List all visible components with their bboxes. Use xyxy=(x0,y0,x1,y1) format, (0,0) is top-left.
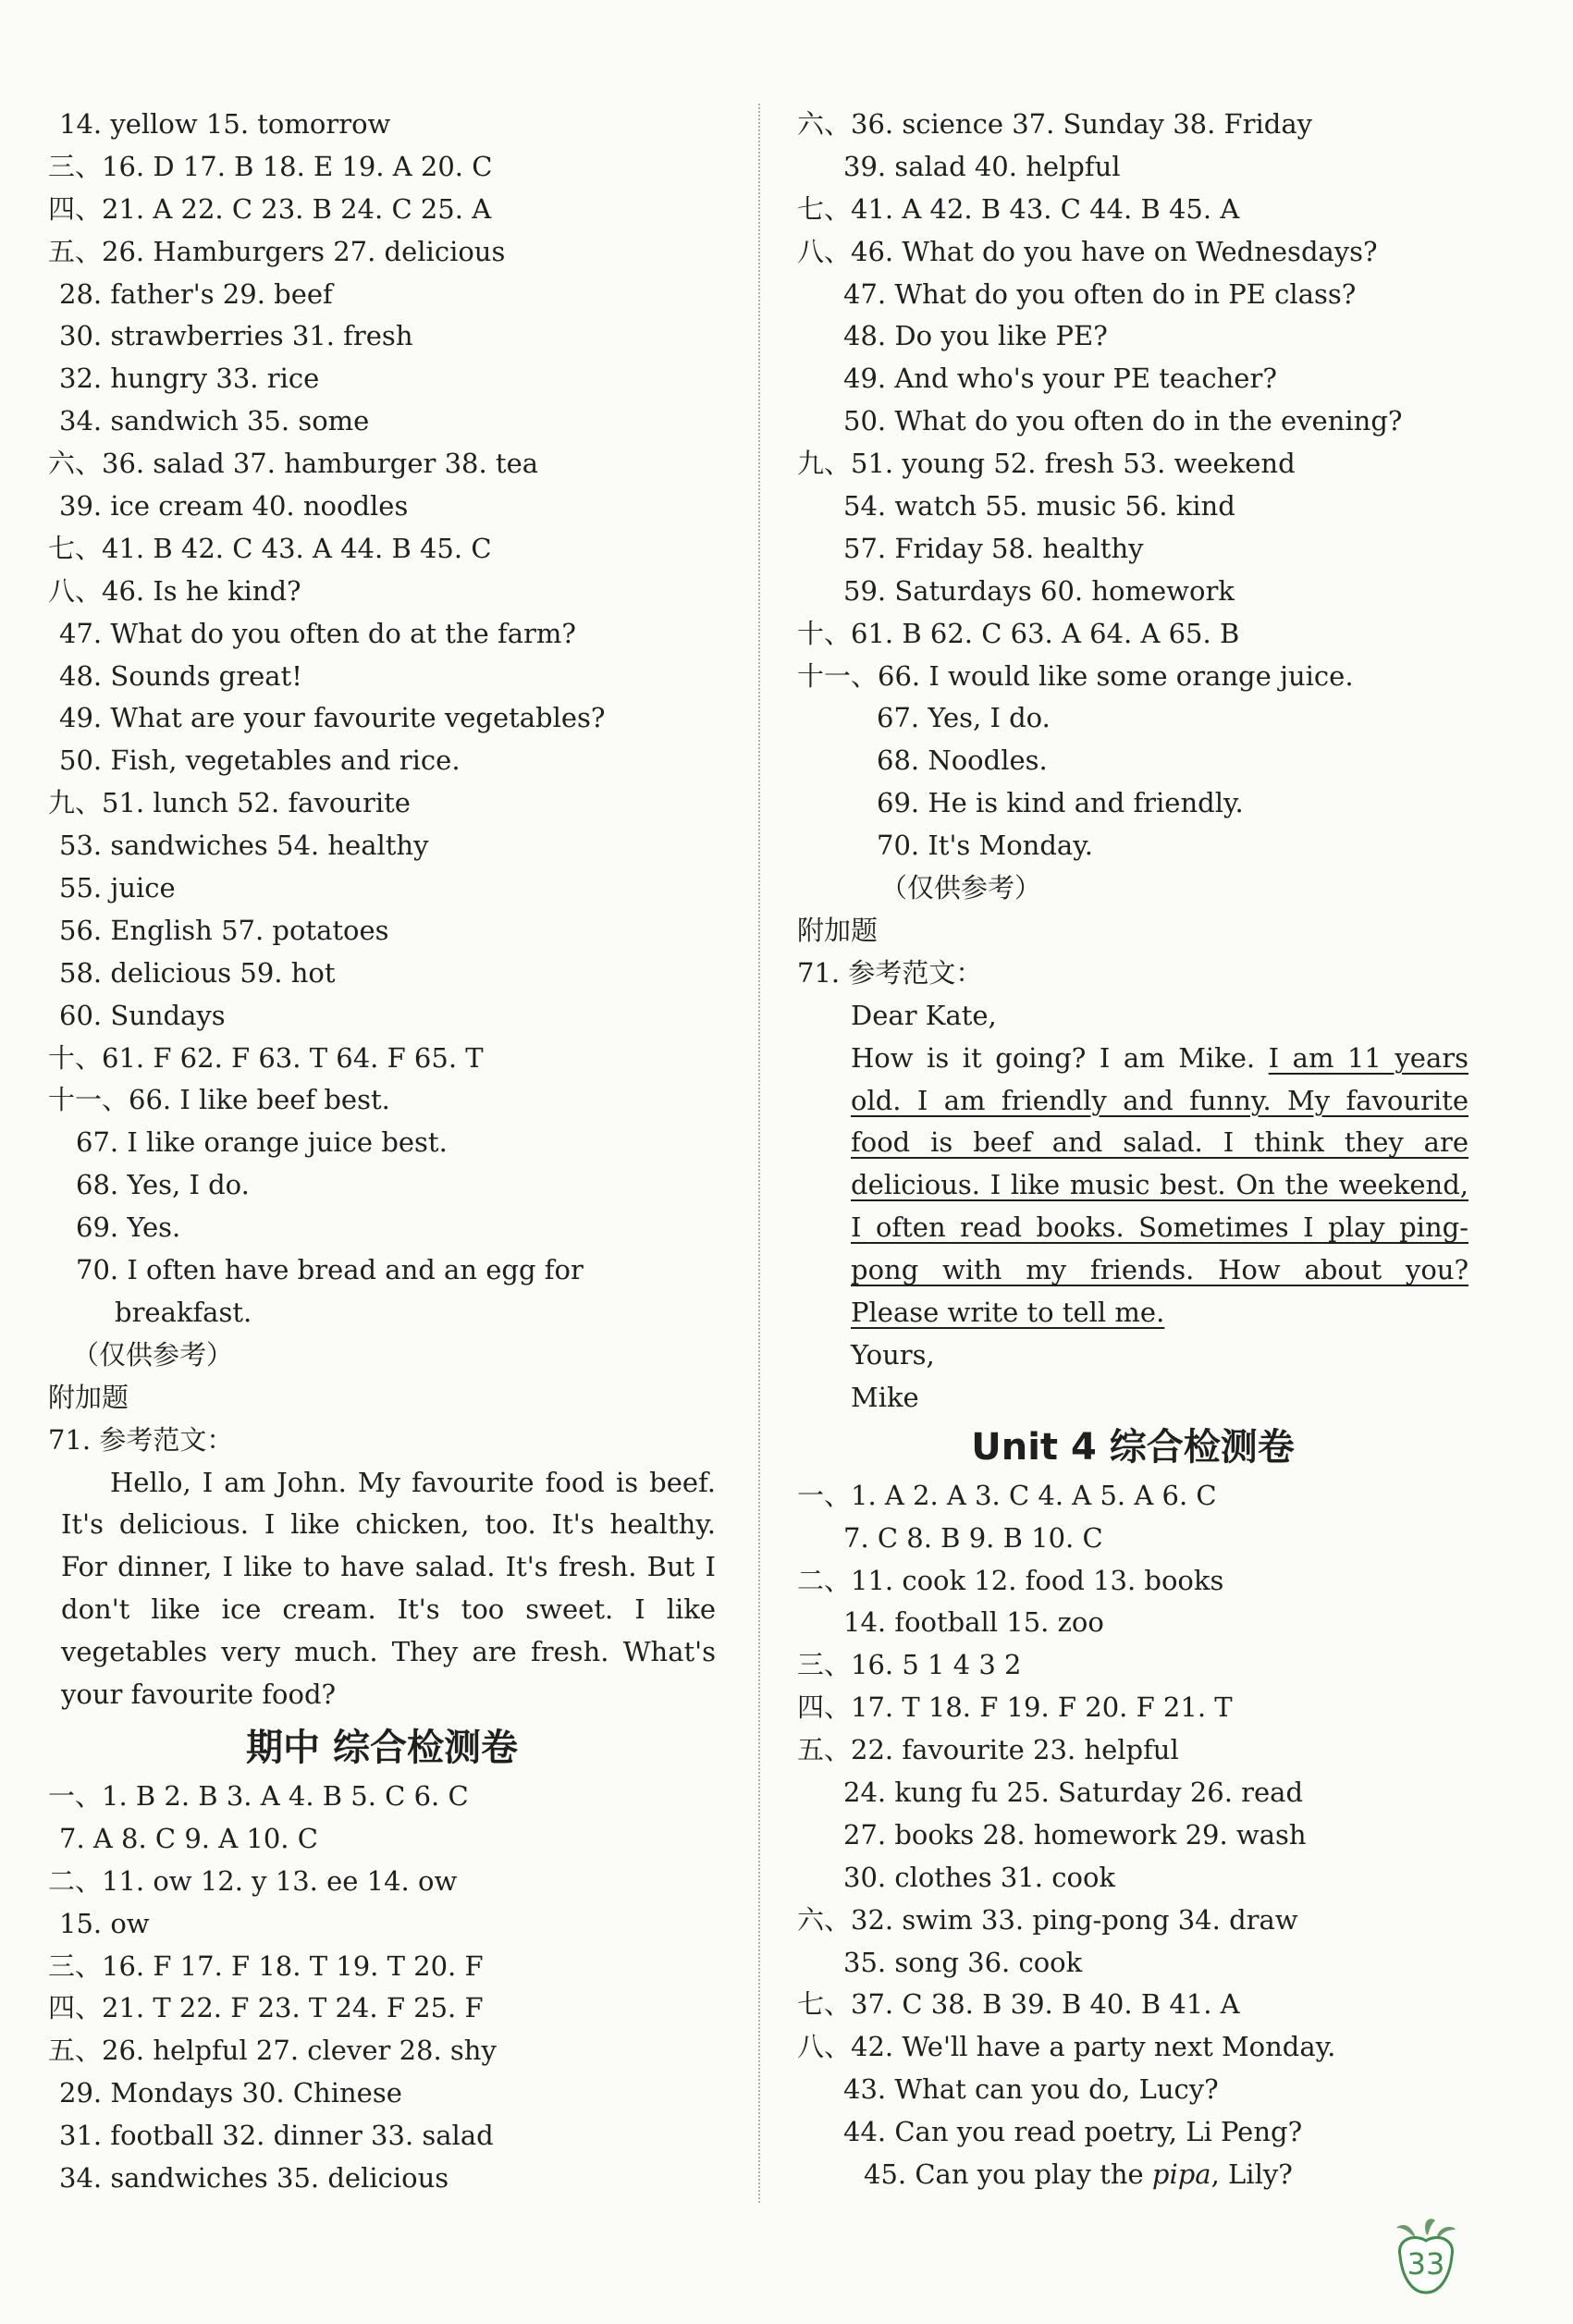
letter-body-plain: How is it going? I am Mike. xyxy=(851,1041,1256,1074)
answer-line: 47. What do you often do in PE class? xyxy=(843,277,1357,310)
answer-line: 44. Can you read poetry, Li Peng? xyxy=(843,2116,1303,2148)
answer-line: 二、11. cook 12. food 13. books xyxy=(797,1564,1224,1596)
answer-line: 十、61. B 62. C 63. A 64. A 65. B xyxy=(797,617,1240,649)
answer-line: 九、51. young 52. fresh 53. weekend xyxy=(797,448,1296,480)
answer-line: 67. I like orange juice best. xyxy=(76,1126,448,1159)
last-line-prefix: 45. Can you play the xyxy=(864,2158,1144,2191)
answer-line: 四、17. T 18. F 19. F 20. F 21. T xyxy=(797,1691,1233,1724)
answer-line: 28. father's 29. beef xyxy=(59,277,333,310)
answer-line: 55. juice xyxy=(59,872,176,904)
answer-line: 68. Noodles. xyxy=(877,744,1048,777)
answer-line: 48. Sounds great! xyxy=(59,659,302,692)
answer-line: 34. sandwich 35. some xyxy=(59,405,370,437)
page-number-badge xyxy=(1389,2215,1463,2298)
answer-line: 70. I often have bread and an egg for xyxy=(76,1254,584,1286)
column-divider xyxy=(758,104,760,2203)
answer-line: 十一、66. I would like some orange juice. xyxy=(797,659,1354,692)
letter-signature: Mike xyxy=(851,1381,919,1413)
answer-line: 四、21. T 22. F 23. T 24. F 25. F xyxy=(48,1992,484,2024)
answer-line: 七、41. A 42. B 43. C 44. B 45. A xyxy=(797,192,1240,225)
right-column xyxy=(797,104,1469,2196)
answer-line: 五、22. favourite 23. helpful xyxy=(797,1734,1179,1766)
answer-line: 三、16. F 17. F 18. T 19. T 20. F xyxy=(48,1949,484,1982)
answer-line: 六、36. salad 37. hamburger 38. tea xyxy=(48,448,539,480)
answer-line: 二、11. ow 12. y 13. ee 14. ow xyxy=(48,1864,458,1897)
answer-line: 56. English 57. potatoes xyxy=(59,914,389,946)
midterm-title: 期中 综合检测卷 xyxy=(246,1726,518,1769)
answer-line: 71. 参考范文： xyxy=(797,956,983,989)
answer-line: 附加题 xyxy=(48,1381,129,1413)
answer-line: 67. Yes, I do. xyxy=(877,702,1051,734)
answer-line: 三、16. 5 1 4 3 2 xyxy=(797,1649,1022,1681)
answer-line: 八、42. We'll have a party next Monday. xyxy=(797,2031,1336,2063)
answer-line: 六、32. swim 33. ping-pong 34. draw xyxy=(797,1903,1298,1936)
answer-line: （仅供参考） xyxy=(880,872,1042,904)
answer-line: （仅供参考） xyxy=(72,1338,234,1371)
answer-line: 32. hungry 33. rice xyxy=(59,363,320,395)
answer-line: 三、16. D 17. B 18. E 19. A 20. C xyxy=(48,150,493,182)
left-answer-lines xyxy=(48,104,716,1462)
answer-line: 54. watch 55. music 56. kind xyxy=(843,490,1235,523)
answer-line: 49. And who's your PE teacher? xyxy=(843,363,1277,395)
last-line-italic: pipa xyxy=(1151,2158,1211,2191)
unit4-answer-lines xyxy=(797,1475,1469,2154)
answer-line: 15. ow xyxy=(59,1907,150,1939)
answer-line: 31. football 32. dinner 33. salad xyxy=(59,2120,494,2152)
left-column xyxy=(48,104,716,2200)
answer-line: 7. C 8. B 9. B 10. C xyxy=(843,1521,1103,1554)
answer-line: 39. salad 40. helpful xyxy=(843,150,1121,182)
answer-line: 57. Friday 58. healthy xyxy=(843,532,1144,564)
answer-line: 14. yellow 15. tomorrow xyxy=(59,108,391,140)
answer-line: 四、21. A 22. C 23. B 24. C 25. A xyxy=(48,192,492,225)
answer-line: 34. sandwiches 35. delicious xyxy=(59,2161,449,2194)
answer-line: 一、1. A 2. A 3. C 4. A 5. A 6. C xyxy=(797,1479,1217,1511)
answer-line: 27. books 28. homework 29. wash xyxy=(843,1818,1307,1851)
answer-line: 60. Sundays xyxy=(59,999,226,1031)
left-model-essay: Hello, I am John. My favourite food is beef. It's delicious. I like chicken, too. It's healthy. For dinner, I like to have salad. It's fresh. But I don't like ice cream. It's too sweet. I like vegetables very much. They are fresh. What's your favourite food? xyxy=(61,1466,716,1711)
answer-line: 58. delicious 59. hot xyxy=(59,956,336,989)
answer-line: 59. Saturdays 60. homework xyxy=(843,574,1235,607)
answer-line: 29. Mondays 30. Chinese xyxy=(59,2077,402,2109)
right-answer-lines xyxy=(797,104,1469,995)
answer-line: 十、61. F 62. F 63. T 64. F 65. T xyxy=(48,1041,484,1074)
letter-greeting: Dear Kate, xyxy=(851,999,997,1031)
unit4-last-line xyxy=(797,2154,1469,2196)
answer-line: 7. A 8. C 9. A 10. C xyxy=(59,1822,318,1854)
answer-line: 24. kung fu 25. Saturday 26. read xyxy=(843,1777,1304,1808)
answer-line: 30. strawberries 31. fresh xyxy=(59,320,413,352)
answer-line: 附加题 xyxy=(797,914,879,946)
letter-body-underlined: I am 11 years old. I am friendly and funny. My favourite food is beef and salad. I think they are delicious. I like music best. On the weekend, I often read books. Sometimes I play ping-pong with my friends. How about you? Please write to tell me. xyxy=(851,1041,1469,1329)
answer-line: 14. football 15. zoo xyxy=(843,1606,1104,1639)
answer-line: 五、26. helpful 27. clever 28. shy xyxy=(48,2035,497,2067)
unit4-title: Unit 4 综合检测卷 xyxy=(971,1425,1295,1469)
answer-line: 50. What do you often do in the evening? xyxy=(843,405,1403,437)
answer-line: 69. Yes. xyxy=(76,1211,181,1244)
answer-line: 30. clothes 31. cook xyxy=(843,1861,1115,1893)
answer-line: 七、41. B 42. C 43. A 44. B 45. C xyxy=(48,532,492,564)
answer-line: 71. 参考范文： xyxy=(48,1423,234,1456)
answer-line: 五、26. Hamburgers 27. delicious xyxy=(48,235,506,267)
answer-line: 39. ice cream 40. noodles xyxy=(59,490,409,523)
answer-line: 48. Do you like PE? xyxy=(843,320,1108,352)
midterm-answer-lines xyxy=(48,1776,716,2200)
answer-line: 一、1. B 2. B 3. A 4. B 5. C 6. C xyxy=(48,1779,469,1812)
answer-line: 九、51. lunch 52. favourite xyxy=(48,787,411,819)
letter-body xyxy=(797,1038,1469,1334)
answer-line: 68. Yes, I do. xyxy=(76,1169,250,1201)
answer-line: breakfast. xyxy=(115,1296,252,1328)
answer-line: 47. What do you often do at the farm? xyxy=(59,617,576,649)
answer-line: 八、46. What do you have on Wednesdays? xyxy=(797,235,1378,267)
letter-closing: Yours, xyxy=(851,1338,935,1371)
answer-line: 53. sandwiches 54. healthy xyxy=(59,830,429,862)
answer-line: 69. He is kind and friendly. xyxy=(877,787,1244,819)
answer-line: 35. song 36. cook xyxy=(843,1946,1083,1978)
answer-line: 70. It's Monday. xyxy=(877,830,1093,862)
answer-line: 50. Fish, vegetables and rice. xyxy=(59,744,461,777)
answer-line: 八、46. Is he kind? xyxy=(48,574,301,607)
answer-line: 六、36. science 37. Sunday 38. Friday xyxy=(797,108,1313,140)
page-number: 33 xyxy=(1407,2246,1445,2281)
answer-line: 七、37. C 38. B 39. B 40. B 41. A xyxy=(797,1988,1240,2021)
last-line-suffix: , Lily? xyxy=(1210,2158,1293,2191)
answer-line: 十一、66. I like beef best. xyxy=(48,1084,390,1116)
answer-line: 43. What can you do, Lucy? xyxy=(843,2073,1219,2106)
answer-line: 49. What are your favourite vegetables? xyxy=(59,702,606,734)
